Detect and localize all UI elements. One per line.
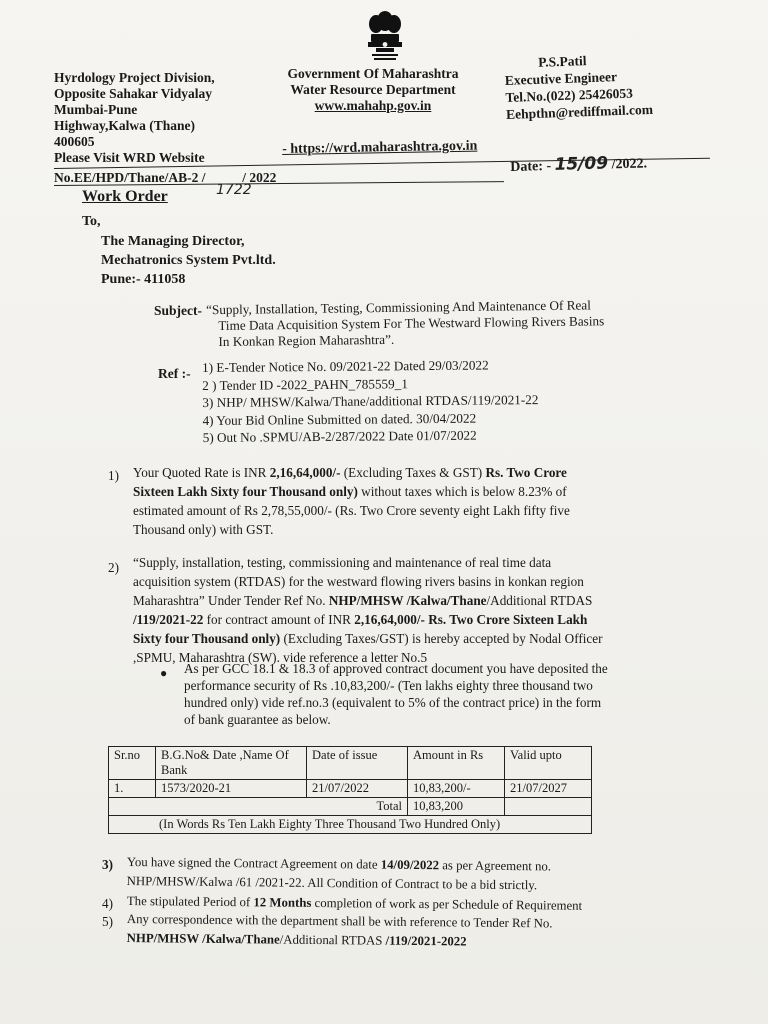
bold-text-run: NHP/MHSW /Kalwa/Thane	[126, 930, 280, 947]
address-line: 400605	[54, 134, 95, 149]
text-run: “Supply, installation, testing, commissioning and maintenance of real time data	[133, 555, 552, 570]
address-line: Please Visit WRD Website	[54, 150, 205, 165]
subject-line: Time Data Acquisition System For The Westward Flowing Rivers Basins	[218, 313, 605, 333]
reference-list	[202, 356, 539, 446]
quoted-rate-paragraph	[133, 463, 683, 539]
reference-number: No.EE/HPD/Thane/AB-2 / / 2022	[54, 170, 277, 185]
website-url[interactable]: - https://wrd.maharashtra.gov.in	[282, 138, 478, 157]
text-run: Thousand only) with GST.	[133, 522, 274, 537]
column-header: Amount in Rs	[408, 747, 505, 780]
reference-item: 5) Out No .SPMU/AB-2/287/2022 Date 01/07/2022	[202, 427, 477, 445]
reference-item: 1) E-Tender Notice No. 09/2021-22 Dated 29/03/2022	[202, 357, 489, 375]
bold-text-run: /119/2021-2022	[385, 933, 467, 949]
table-total-row	[109, 798, 592, 816]
total-value: 10,83,200	[408, 798, 505, 816]
department-heading	[270, 66, 476, 114]
government-name: Government Of Maharashtra	[287, 66, 459, 81]
text-run: (Excluding Taxes & GST)	[340, 465, 486, 480]
bold-text-run: /119/2021-22	[133, 612, 204, 627]
officer-name: P.S.Patil	[538, 53, 587, 70]
addressee-line: The Managing Director,	[101, 234, 245, 249]
text-run: Maharashtra” Under Tender Ref No.	[133, 593, 329, 608]
bullet-dot-icon: ●	[160, 666, 168, 680]
address-line: Opposite Sahakar Vidyalay	[54, 86, 213, 101]
to-label: To,	[82, 214, 101, 229]
text-line	[184, 694, 680, 711]
para-number: 3)	[102, 857, 113, 872]
text-run: performance security of Rs .10,83,200/- (Ten lakhs eighty three thousand two	[184, 678, 593, 693]
reference-item: 3) NHP/ MHSW/Kalwa/Thane/additional RTDAS/119/2021-22	[202, 392, 539, 410]
text-run: for contract amount of INR	[203, 612, 355, 627]
text-line	[133, 501, 683, 520]
para-number: 4)	[102, 896, 113, 911]
officer-contact	[504, 50, 653, 123]
officer-phone: Tel.No.(022) 25426053	[505, 85, 634, 105]
address-line: Mumbai-Pune	[54, 102, 138, 117]
text-line	[184, 677, 680, 694]
para-number: 2)	[108, 560, 119, 575]
text-run: /Additional RTDAS	[486, 593, 593, 608]
officer-email: Eehpthn@rediffmail.com	[505, 101, 654, 122]
bold-text-run: Sixteen Lakh Sixty four Thousand only)	[133, 484, 358, 499]
handwritten-date: 15/09	[554, 153, 609, 175]
para-number: 5)	[102, 914, 113, 929]
text-line	[133, 520, 683, 539]
department-name: Water Resource Department	[290, 82, 456, 97]
table-cell: 21/07/2022	[307, 780, 408, 798]
text-run: without taxes which is below 8.23% of	[357, 484, 567, 499]
text-run: of bank guarantee as below.	[184, 712, 331, 727]
subject-label: Subject-	[154, 303, 202, 318]
total-label: Total	[109, 798, 408, 816]
address-line: Highway,Kalwa (Thane)	[54, 118, 196, 133]
table-cell: 10,83,200/-	[408, 780, 505, 798]
text-run: You have signed the Contract Agreement on date	[126, 854, 381, 872]
column-header: Valid upto	[505, 747, 592, 780]
work-order-title: Work Order	[82, 188, 168, 205]
text-line	[133, 482, 683, 501]
bold-text-run: NHP/MHSW /Kalwa/Thane	[328, 593, 487, 608]
subject-line: In Konkan Region Maharashtra”.	[218, 331, 395, 349]
bold-text-run: 12 Months	[253, 895, 312, 910]
letter-date: Date: - 15/09 /2022.	[510, 153, 648, 175]
text-line	[133, 463, 683, 482]
addressee-line: Pune:- 411058	[101, 272, 186, 287]
agreement-paragraph	[127, 853, 707, 897]
column-header: Date of issue	[307, 747, 408, 780]
para-number: 1)	[108, 468, 119, 483]
bold-text-run: 2,16,64,000/-	[269, 465, 341, 480]
bank-guarantee-table	[108, 746, 592, 834]
bold-text-run: 2,16,64,000/- Rs. Two Crore Sixteen Lakh	[354, 612, 588, 627]
table-cell: 1.	[109, 780, 156, 798]
subject-text	[206, 297, 605, 350]
text-run: (Excluding Taxes/GST) is hereby accepted by Nodal Officer	[280, 631, 603, 646]
text-run: ,SPMU, Maharashtra (SW). vide reference a letter No.5	[133, 650, 428, 665]
security-deposit-paragraph	[184, 660, 680, 728]
addressee-line: Mechatronics System Pvt.ltd.	[101, 253, 276, 268]
reference-item: 4) Your Bid Online Submitted on dated. 30/04/2022	[202, 410, 477, 428]
text-line	[133, 629, 683, 648]
text-run: As per GCC 18.1 & 18.3 of approved contract document you have deposited the	[184, 661, 608, 676]
correspondence-paragraph	[127, 910, 707, 954]
text-run: as per Agreement no.	[439, 858, 552, 874]
column-header: B.G.No& Date ,Name Of Bank	[156, 747, 307, 780]
text-run: hundred only) vide ref.no.3 (equivalent to 5% of the contract price) in the form	[184, 695, 602, 710]
text-run: Your Quoted Rate is INR	[133, 465, 270, 480]
officer-designation: Executive Engineer	[504, 69, 618, 88]
handwritten-order-number: 1722	[216, 182, 252, 198]
amount-in-words: (In Words Rs Ten Lakh Eighty Three Thousand Two Hundred Only)	[109, 816, 592, 834]
office-address	[54, 70, 215, 166]
ashoka-emblem-icon	[362, 10, 408, 66]
table-cell: 21/07/2027	[505, 780, 592, 798]
reference-item: 2 ) Tender ID -2022_PAHN_785559_1	[202, 375, 408, 393]
text-line	[184, 711, 680, 728]
table-cell: 1573/2020-21	[156, 780, 307, 798]
subject-line: “Supply, Installation, Testing, Commissioning And Maintenance Of Real	[206, 297, 591, 318]
bold-text-run: Sixty four Thousand only)	[133, 631, 281, 646]
text-line	[133, 572, 683, 591]
text-run: completion of work as per Schedule of Requirement	[311, 895, 583, 913]
table-header-row	[109, 747, 592, 780]
addressee-block	[101, 232, 276, 289]
text-line	[133, 591, 683, 610]
text-run: acquisition system (RTDAS) for the westward flowing rivers basins in konkan region	[133, 574, 584, 589]
table-cell	[505, 798, 592, 816]
text-run: The stipulated Period of	[126, 893, 254, 910]
acceptance-paragraph	[133, 553, 683, 667]
column-header: Sr.no	[109, 747, 156, 780]
text-run: estimated amount of Rs 2,78,55,000/- (Rs. Two Crore seventy eight Lakh fifty five	[133, 503, 570, 518]
bold-text-run: 14/09/2022	[380, 857, 440, 873]
text-line	[184, 660, 680, 677]
text-run: /Additional RTDAS	[279, 932, 386, 948]
ref-label: Ref :-	[158, 366, 191, 381]
text-run: Any correspondence with the department shall be with reference to Tender Ref No.	[126, 911, 553, 931]
table-row	[109, 780, 592, 798]
bold-text-run: Rs. Two Crore	[485, 465, 567, 480]
table-words-row	[109, 816, 592, 834]
text-line	[133, 610, 683, 629]
address-line: Hyrdology Project Division,	[54, 70, 215, 85]
text-run: NHP/MHSW/Kalwa /61 /2021-22. All Condition of Contract to be a bid strictly.	[126, 873, 538, 893]
department-url[interactable]: www.mahahp.gov.in	[314, 98, 432, 113]
text-line	[133, 553, 683, 572]
